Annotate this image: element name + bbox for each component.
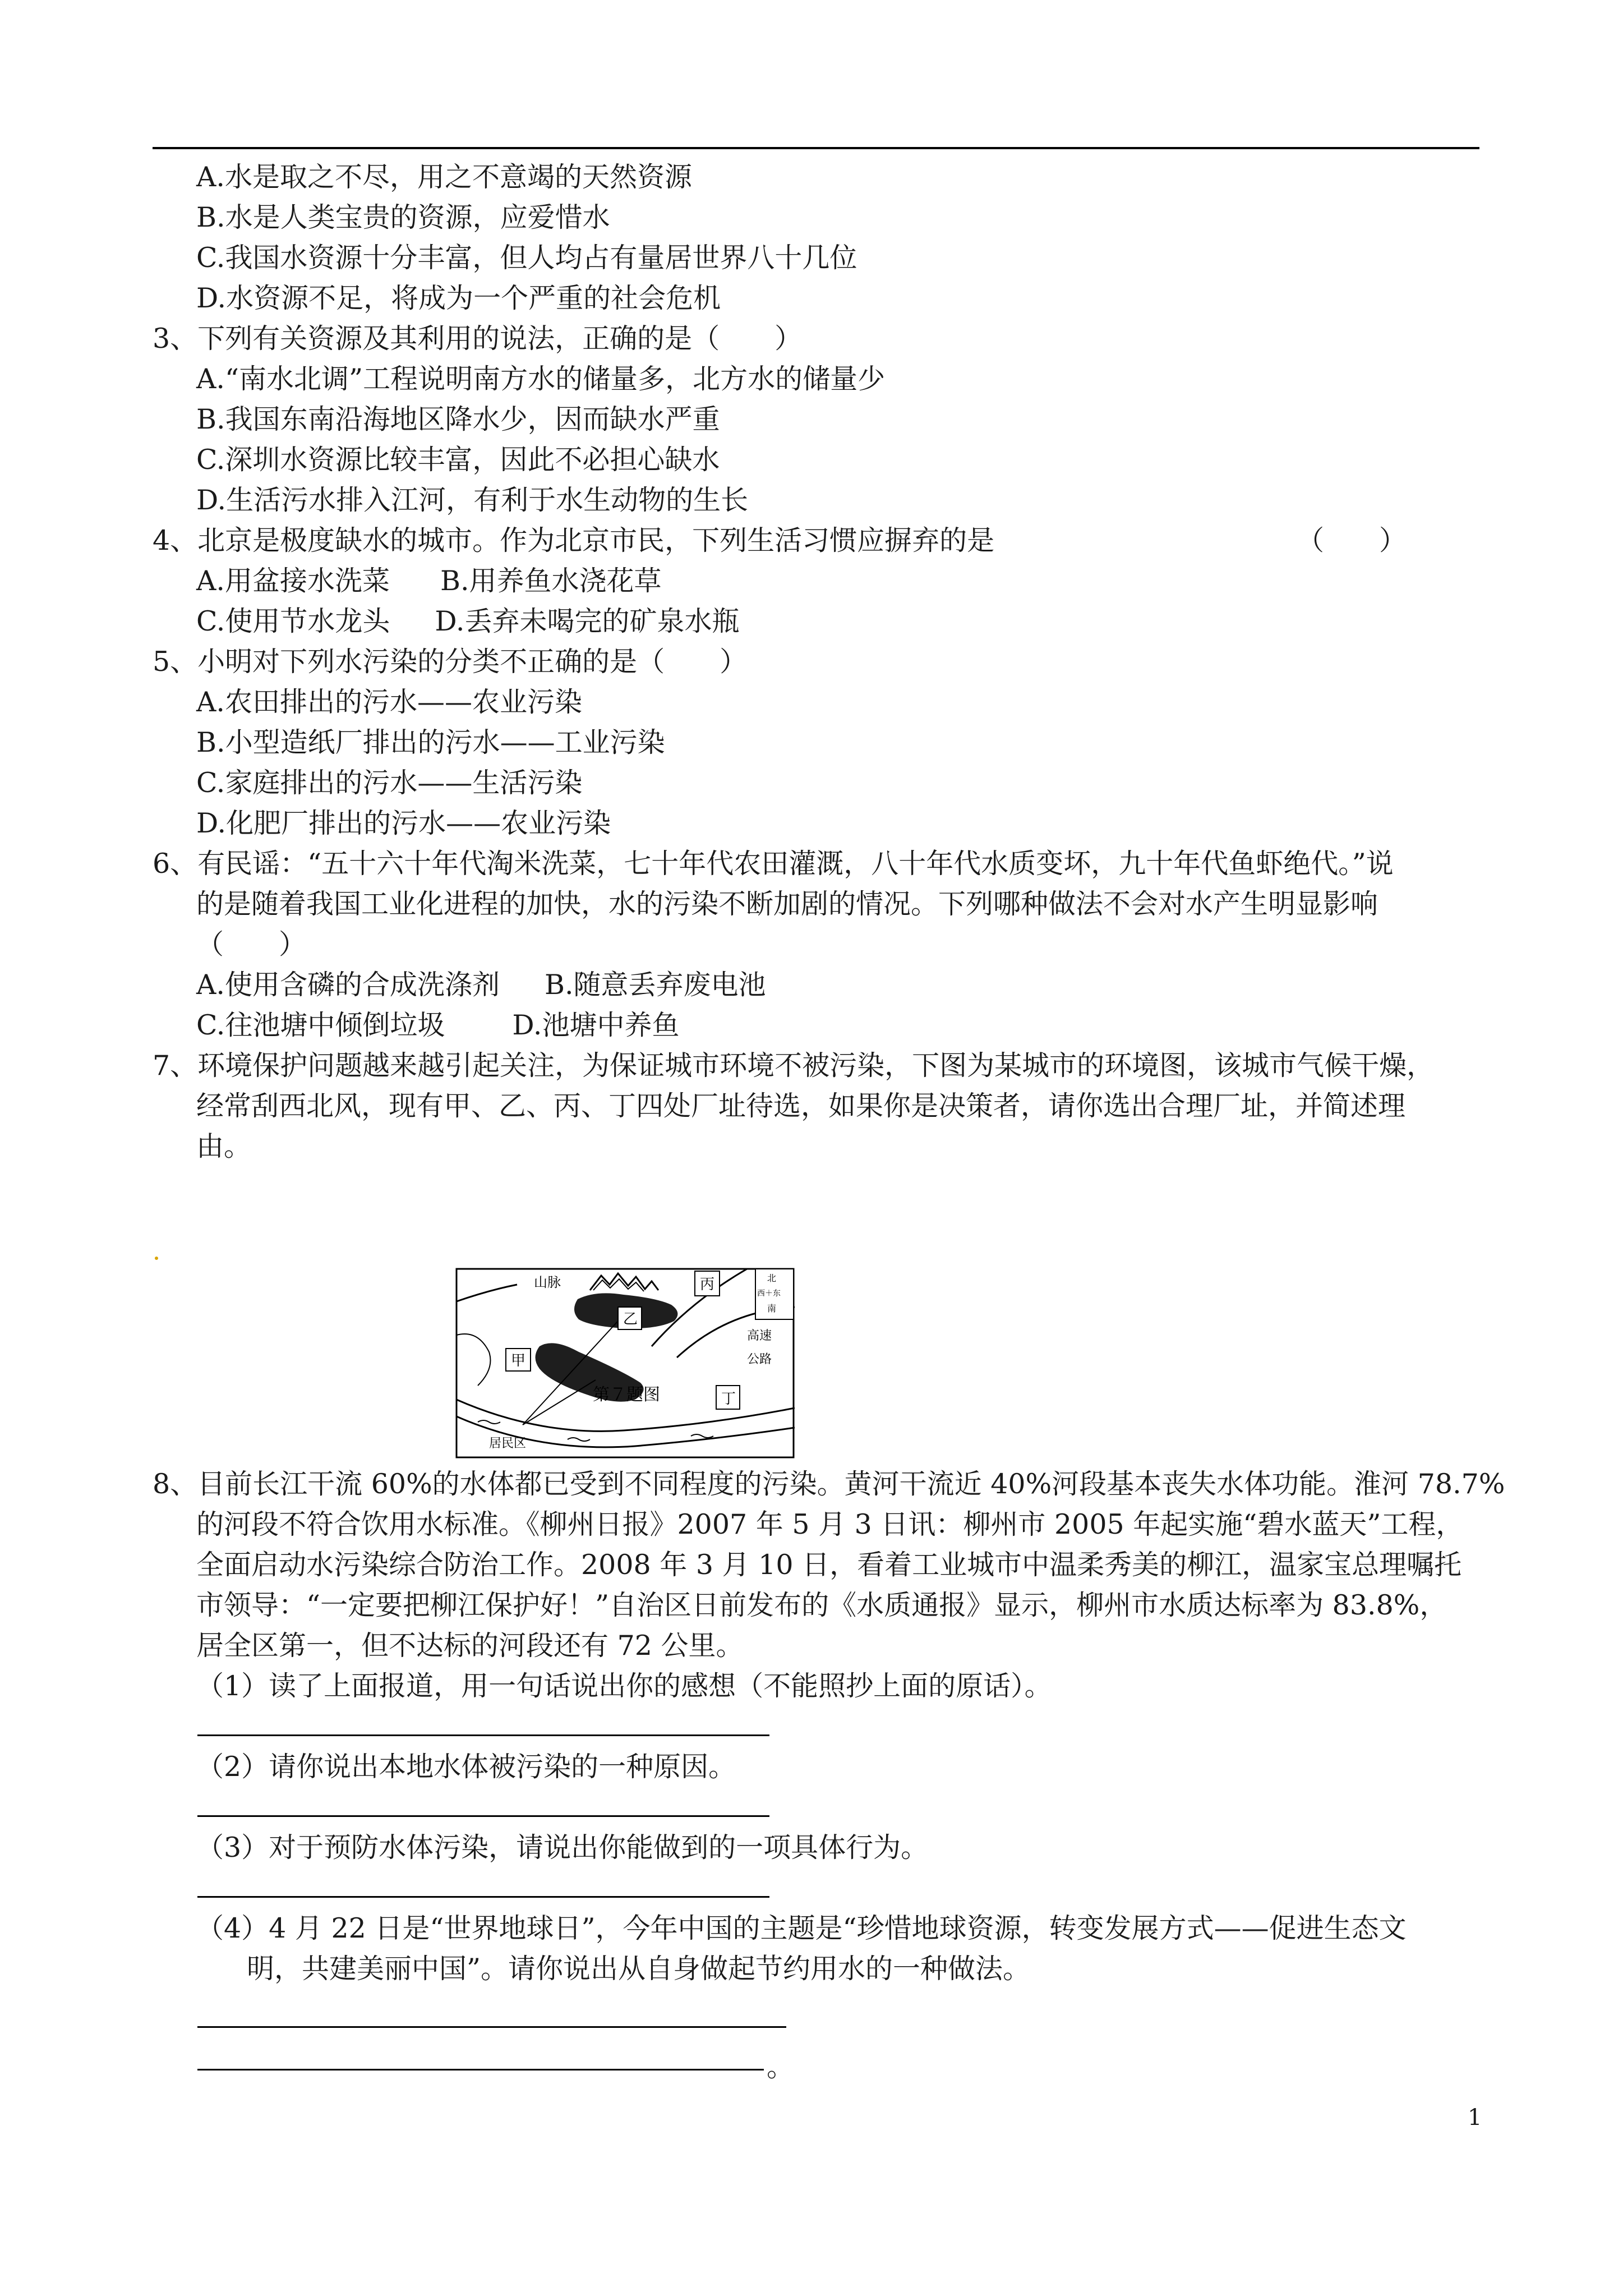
q8-sub1: （1）读了上面报道，用一句话说出你的感想（不能照抄上面的原话）。 (196, 1670, 1052, 1702)
answer-line-2-wrap (153, 1787, 1479, 1828)
q3-option-a: A.“南水北调”工程说明南方水的储量多，北方水的储量少 (196, 363, 886, 395)
answer-line-3-wrap (153, 1868, 1479, 1908)
answer-line-5[interactable] (197, 2069, 764, 2070)
q3-option-d: D.生活污水排入江河，有利于水生动物的生长 (196, 484, 749, 516)
q6-line2: 的是随着我国工业化进程的加快，水的污染不断加剧的情况。下列哪种做法不会对水产生明显影响 (196, 888, 1378, 920)
q8-line1: 8、目前长江干流 60%的水体都已受到不同程度的污染。黄河干流近 40%河段基本丧失水体功能。淮河 78.7% (153, 1468, 1505, 1500)
q5-option-b: B.小型造纸厂排出的污水——工业污染 (196, 726, 665, 758)
answer-line-1[interactable] (197, 1734, 769, 1736)
q6-options-row1 (153, 965, 1479, 1005)
q7-line2: 经常刮西北风，现有甲、乙、丙、丁四处厂址待选，如果你是决策者，请你选出合理厂址，并简述理 (196, 1090, 1406, 1122)
q6-line3: （ ） (196, 928, 307, 960)
q8-line3: 全面启动水污染综合防治工作。2008 年 3 月 10 日，看着工业城市中温柔秀美的柳江，温家宝总理嘱托 (196, 1549, 1462, 1581)
q6-options-row2 (153, 1005, 1479, 1046)
map-label-highway1: 高速 (747, 1329, 772, 1343)
q8-sub3: （3）对于预防水体污染，请说出你能做到的一项具体行为。 (196, 1832, 929, 1864)
compass-north: 北 (767, 1273, 777, 1283)
q4-option-a: A.用盆接水洗菜 (196, 565, 390, 597)
answer-line-1-wrap (153, 1706, 1479, 1747)
compass-west-east: 西＋东 (757, 1289, 781, 1298)
q7-figure-area (153, 1167, 1505, 1526)
map-caption: 第７题图 (593, 1385, 660, 1405)
answer-line-4-wrap (153, 1989, 1479, 2034)
q2-option-b: B.水是人类宝贵的资源，应爱惜水 (196, 201, 610, 233)
q8-line4: 市领导：“一定要把柳江保护好！”自治区日前发布的《水质通报》显示，柳州市水质达标率为 83.8%， (196, 1589, 1447, 1621)
q6-option-b: B.随意丢弃废电池 (544, 969, 766, 1001)
q2-option-c: C.我国水资源十分丰富，但人均占有量居世界八十几位 (196, 242, 857, 274)
end-mark: 。 (767, 2051, 795, 2083)
q5-option-d: D.化肥厂排出的污水——农业污染 (196, 807, 611, 839)
answer-line-2[interactable] (197, 1815, 769, 1817)
q2-option-a: A.水是取之不尽，用之不意竭的天然资源 (196, 161, 692, 193)
map-label-jia: 甲 (511, 1352, 526, 1369)
q5-option-a: A.农田排出的污水——农业污染 (196, 686, 582, 718)
answer-line-5-wrap (153, 2034, 1479, 2083)
q8-line2: 的河段不符合饮用水标准。《柳州日报》2007 年 5 月 3 日讯：柳州市 2005 年起实施“碧水蓝天”工程， (196, 1508, 1464, 1540)
q4-stem-line (153, 521, 1479, 561)
q7-line1: 7、环境保护问题越来越引起关注，为保证城市环境不被污染，下图为某城市的环境图，该城市气候干燥， (153, 1050, 1435, 1082)
q4-option-c: C.使用节水龙头 (196, 605, 390, 637)
map-label-ding: 丁 (721, 1391, 736, 1407)
q8-line5: 居全区第一，但不达标的河段还有 72 公里。 (196, 1630, 744, 1662)
q4-bracket: （ ） (1296, 524, 1407, 556)
q8-sub4-line2: 明，共建美丽中国”。请你说出从自身做起节约用水的一种做法。 (247, 1953, 1031, 1985)
map-label-mountain: 山脉 (534, 1274, 561, 1290)
q8-sub2: （2）请你说出本地水体被污染的一种原因。 (196, 1751, 736, 1783)
q8-sub4-line1: （4）4 月 22 日是“世界地球日”，今年中国的主题是“珍惜地球资源，转变发展方式——促进生态文 (196, 1912, 1407, 1944)
q6-option-d: D.池塘中养鱼 (512, 1009, 680, 1041)
q5-option-c: C.家庭排出的污水——生活污染 (196, 767, 583, 799)
city-environment-map (455, 1268, 795, 1458)
q4-option-b: B.用养鱼水浇花草 (440, 565, 662, 597)
q3-option-b: B.我国东南沿海地区降水少，因而缺水严重 (196, 403, 720, 435)
answer-line-3[interactable] (197, 1896, 769, 1898)
map-label-yi: 乙 (623, 1311, 638, 1328)
q6-option-a: A.使用含磷的合成洗涤剂 (196, 969, 500, 1001)
q6-line1: 6、有民谣：“五十六十年代淘米洗菜，七十年代农田灌溉，八十年代水质变坏，九十年代鱼虾绝代。”说 (153, 848, 1394, 880)
worksheet-page (153, 157, 1505, 2083)
q3-stem: 3、下列有关资源及其利用的说法，正确的是（ ） (153, 323, 803, 355)
page-number: 1 (1468, 2105, 1482, 2131)
map-label-highway2: 公路 (747, 1352, 772, 1366)
q7-line3: 由。 (196, 1130, 252, 1162)
q6-option-c: C.往池塘中倾倒垃圾 (196, 1009, 445, 1041)
q4-option-d: D.丢弃未喝完的矿泉水瓶 (435, 605, 740, 637)
q2-option-d: D.水资源不足，将成为一个严重的社会危机 (196, 282, 721, 314)
map-label-bing: 丙 (700, 1276, 715, 1293)
header-rule (153, 147, 1479, 149)
q4-options-row2 (153, 601, 1479, 642)
q3-option-c: C.深圳水资源比较丰富，因此不必担心缺水 (196, 444, 720, 476)
q4-stem: 4、北京是极度缺水的城市。作为北京市民，下列生活习惯应摒弃的是 (153, 524, 995, 556)
map-label-residential: 居民区 (489, 1437, 527, 1451)
q4-options-row1 (153, 561, 1479, 601)
answer-line-4[interactable] (197, 2026, 786, 2028)
compass-south: 南 (767, 1303, 777, 1314)
q5-stem: 5、小明对下列水污染的分类不正确的是（ ） (153, 646, 748, 678)
